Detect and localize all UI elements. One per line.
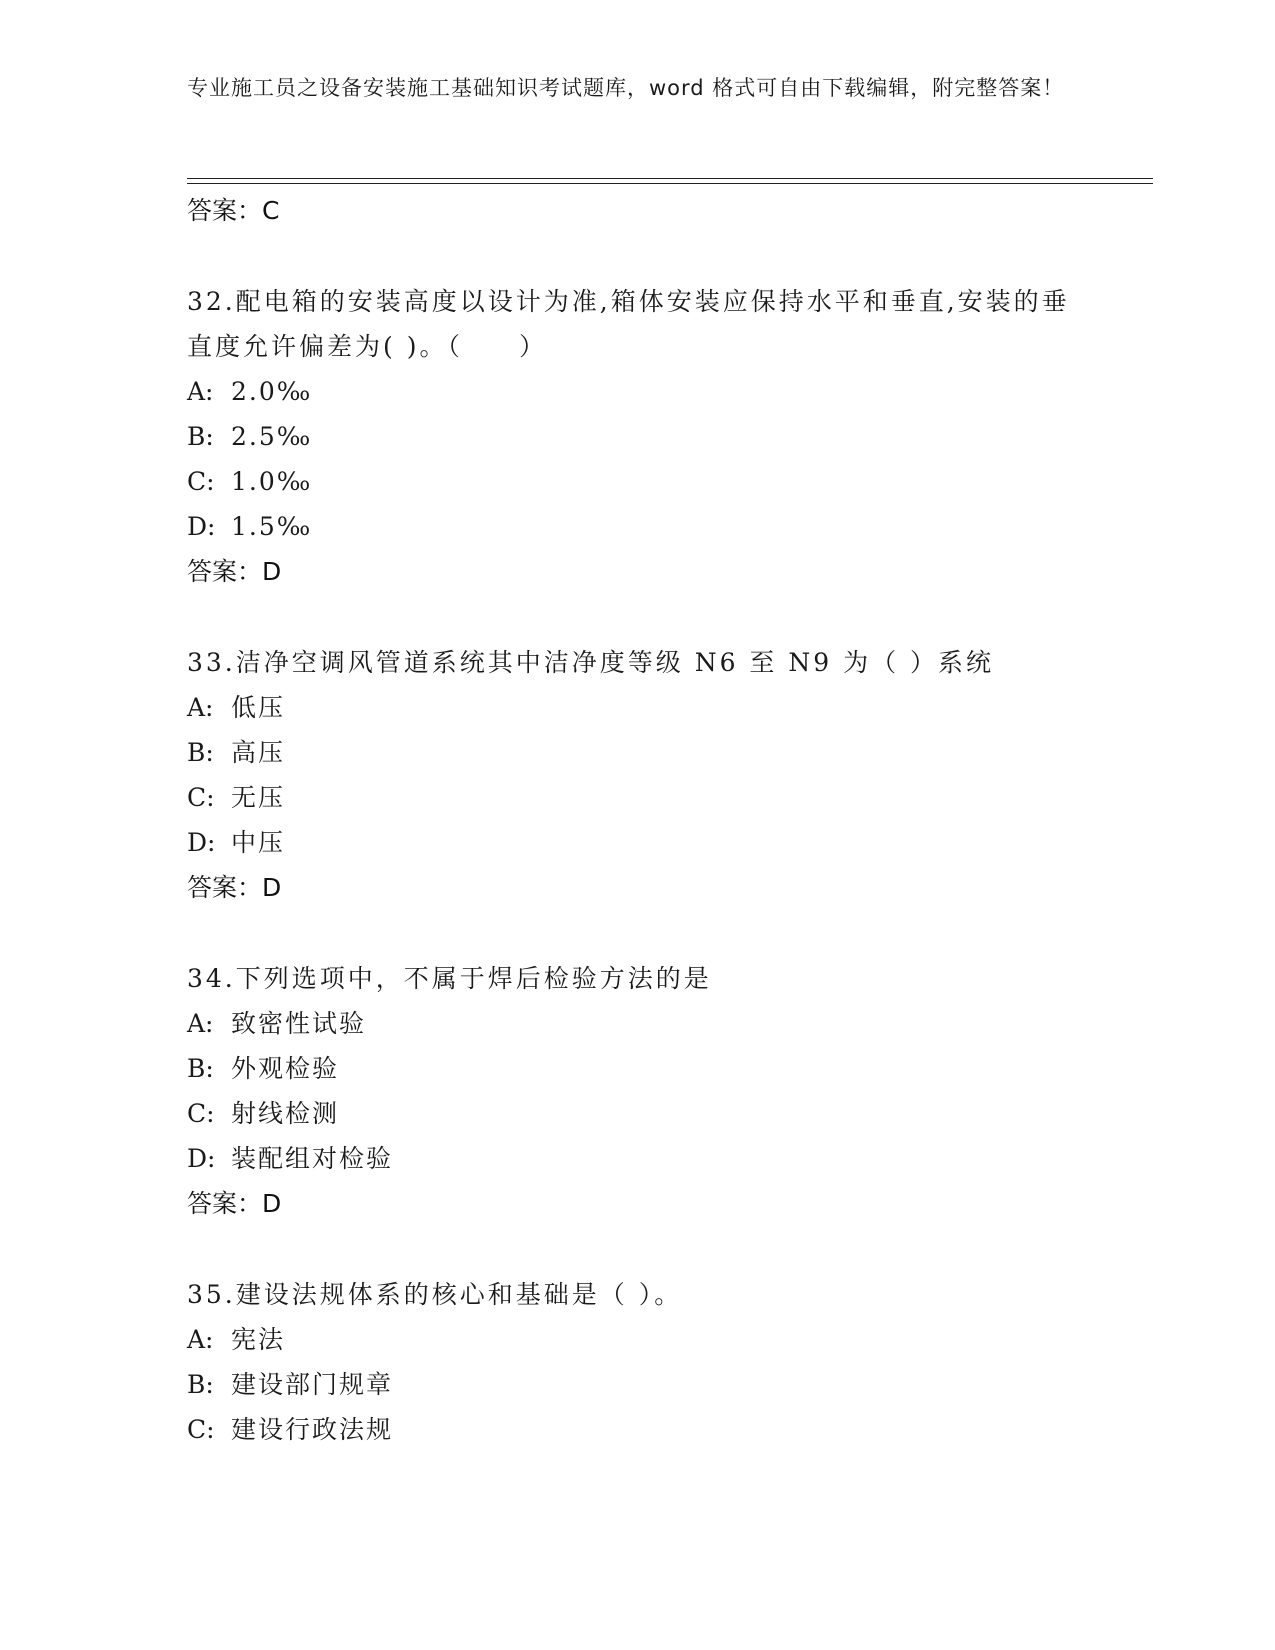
option-key: B: (187, 1054, 214, 1083)
option-key: B: (187, 1370, 214, 1399)
option-row (187, 1136, 1087, 1181)
option-key: A: (187, 693, 214, 722)
option-text: 无压 (231, 783, 286, 812)
question-block (187, 640, 1087, 910)
option-row (187, 369, 1087, 414)
option-row (187, 1046, 1087, 1091)
option-key: C: (187, 467, 215, 496)
option-text: 低压 (231, 693, 286, 722)
question-block (187, 279, 1087, 594)
option-row (187, 459, 1087, 504)
option-text: 宪法 (231, 1325, 286, 1354)
header-rule-bottom (187, 183, 1153, 184)
option-key: C: (187, 1099, 215, 1128)
question-text: 33.洁净空调风管道系统其中洁净度等级 N6 至 N9 为（ ）系统 (187, 648, 995, 677)
option-row (187, 1362, 1087, 1407)
option-row (187, 1091, 1087, 1136)
option-key: D: (187, 512, 216, 541)
option-text: 高压 (231, 738, 286, 767)
question-text: 34.下列选项中，不属于焊后检验方法的是 (187, 964, 712, 993)
option-row (187, 685, 1087, 730)
option-row (187, 504, 1087, 549)
option-text: 1.5‰ (231, 512, 313, 541)
option-key: D: (187, 828, 216, 857)
option-key: B: (187, 422, 214, 451)
option-key: A: (187, 1325, 214, 1354)
option-row (187, 820, 1087, 865)
option-row (187, 775, 1087, 820)
option-key: B: (187, 738, 214, 767)
option-key: A: (187, 377, 214, 406)
question-text: 32.配电箱的安装高度以设计为准,箱体安装应保持水平和垂直,安装的垂直度允许偏差为( )。（ ） (187, 287, 1070, 361)
option-row (187, 730, 1087, 775)
option-text: 致密性试验 (231, 1009, 367, 1038)
option-key: D: (187, 1144, 216, 1173)
option-row (187, 1317, 1087, 1362)
option-row (187, 414, 1087, 459)
option-text: 中压 (231, 828, 286, 857)
document-header: 专业施工员之设备安装施工基础知识考试题库，word 格式可自由下载编辑，附完整答案！ (187, 76, 1065, 100)
option-key: C: (187, 783, 215, 812)
option-text: 2.5‰ (231, 422, 313, 451)
option-text: 外观检验 (231, 1054, 340, 1083)
option-text: 建设部门规章 (231, 1370, 394, 1399)
option-row (187, 1407, 1087, 1452)
option-key: C: (187, 1415, 215, 1444)
option-text: 2.0‰ (231, 377, 313, 406)
answer-line: 答案：D (187, 873, 282, 902)
option-text: 建设行政法规 (231, 1415, 394, 1444)
answer-line: 答案：D (187, 557, 282, 586)
answer-line: 答案：D (187, 1189, 282, 1218)
option-key: A: (187, 1009, 214, 1038)
option-row (187, 1001, 1087, 1046)
option-text: 1.0‰ (231, 467, 313, 496)
answer-line: 答案：C (187, 196, 280, 225)
question-block (187, 956, 1087, 1226)
option-text: 装配组对检验 (231, 1144, 394, 1173)
question-block (187, 1272, 1087, 1452)
header-rule-top (187, 178, 1153, 179)
document-body (187, 188, 1087, 1452)
option-text: 射线检测 (231, 1099, 340, 1128)
question-text: 35.建设法规体系的核心和基础是（ ）。 (187, 1280, 683, 1309)
